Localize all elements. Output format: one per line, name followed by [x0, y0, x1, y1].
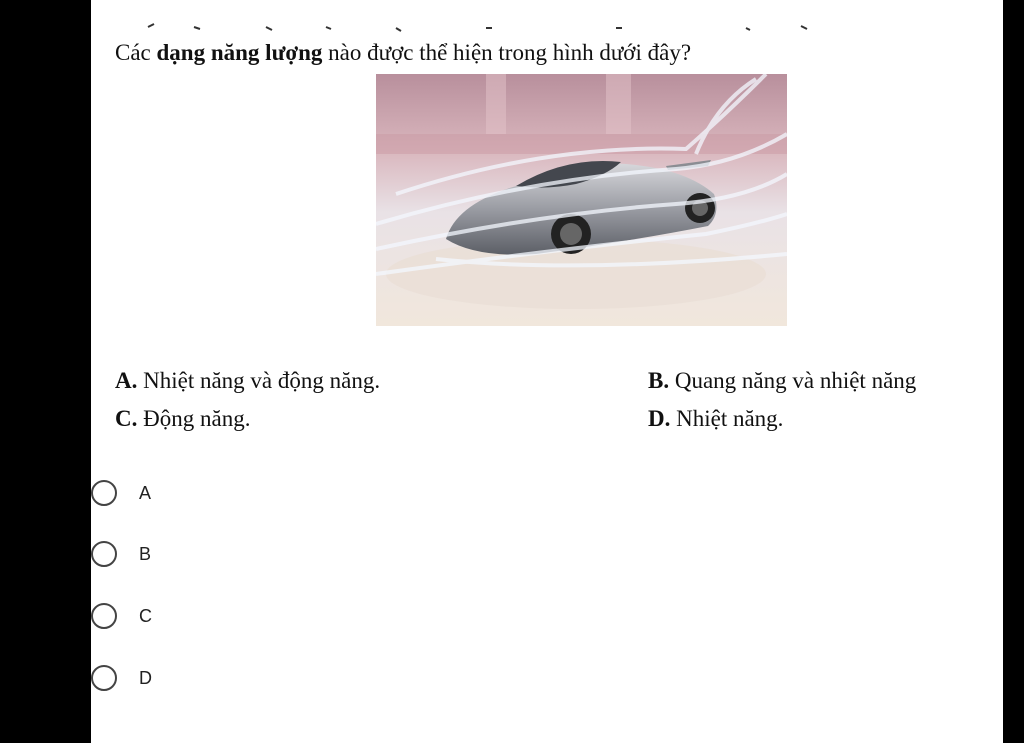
option-c-text: Động năng. [137, 406, 251, 431]
radio-label: B [139, 543, 152, 564]
question-suffix: nào được thể hiện trong hình dưới đây? [322, 40, 692, 65]
option-a-text: Nhiệt năng và động năng. [137, 368, 381, 393]
radio-label: C [139, 605, 152, 626]
option-d-letter: D. [648, 406, 671, 431]
option-b [648, 368, 916, 394]
radio-choice-c[interactable] [91, 603, 152, 629]
radio-button[interactable] [91, 541, 117, 567]
option-d [648, 406, 783, 432]
radio-button[interactable] [91, 480, 117, 506]
radio-label: A [139, 482, 152, 503]
option-c [115, 406, 250, 432]
radio-choice-d[interactable] [91, 665, 152, 691]
option-b-letter: B. [648, 368, 670, 393]
question-bold: dạng năng lượng [156, 40, 323, 65]
option-b-text: Quang năng và nhiệt năng [669, 368, 917, 393]
option-c-letter: C. [115, 406, 138, 431]
question-page [91, 0, 1003, 743]
question-text [115, 40, 691, 66]
question-prefix: Các [115, 40, 157, 65]
option-a-letter: A. [115, 368, 138, 393]
radio-label: D [139, 667, 152, 688]
radio-button[interactable] [91, 603, 117, 629]
option-a [115, 368, 380, 394]
option-d-text: Nhiệt năng. [670, 406, 784, 431]
radio-button[interactable] [91, 665, 117, 691]
radio-choice-b[interactable] [91, 541, 151, 567]
car-image [376, 74, 787, 326]
cropped-text-marks [146, 20, 836, 32]
radio-choice-a[interactable] [91, 480, 151, 506]
